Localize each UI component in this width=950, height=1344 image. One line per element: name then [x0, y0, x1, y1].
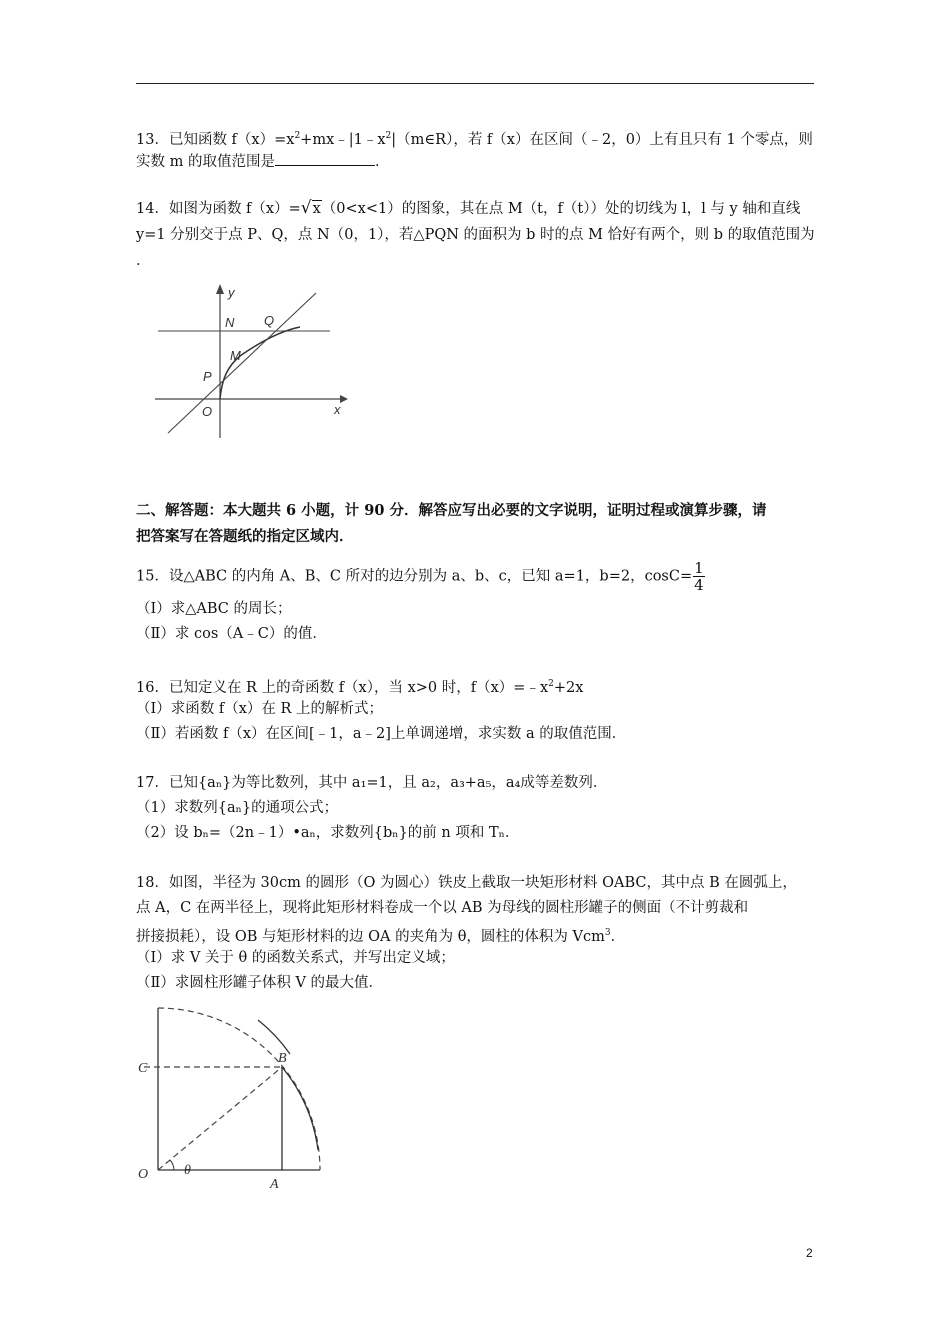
label-b: B [278, 1051, 287, 1066]
page-number: 2 [806, 1246, 813, 1260]
label-p: P [203, 369, 212, 384]
section-2-heading-line-1: 二、解答题：本大题共 6 小题，计 90 分．解答应写出必要的文字说明，证明过程或演算步骤，请 [136, 502, 767, 519]
fraction-one-quarter: $\frac{1}{4}$ [694, 559, 704, 594]
question-15-part-1: （Ⅰ）求△ABC 的周长； [136, 601, 292, 617]
question-17-part-2: （2）设 bₙ=（2n﹣1）•aₙ，求数列{bₙ}的前 n 项和 Tₙ． [136, 825, 520, 841]
question-18-line-3: 拼接损耗），设 OB 与矩形材料的边 OA 的夹角为 θ，圆柱的体积为 Vcm$^3$． [136, 928, 626, 945]
sqrt-curve [220, 327, 300, 399]
question-15-part-2: （Ⅱ）求 cos（A﹣C）的值． [136, 626, 327, 642]
question-13-line-1: 13．已知函数 $f(x)=x^2+mx﹣|1﹣x^2|(m\in R)$，若 f（x）在区间（﹣2，0）上有且只有 1 个零点，则 [136, 131, 813, 148]
question-17-stem: 17．已知{aₙ}为等比数列，其中 a₁=1，且 a₂，a₃+a₅，a₄成等差数列． [136, 775, 608, 791]
x-axis-arrow [340, 395, 348, 403]
rectangle-in-sector-figure [130, 1000, 340, 1192]
question-18-part-2: （Ⅱ）求圆柱形罐子体积 V 的最大值． [136, 975, 384, 991]
angle-theta-arc [170, 1160, 174, 1170]
question-16-part-2: （Ⅱ）若函数 f（x）在区间[﹣1，a﹣2]上单调递增，求实数 a 的取值范围． [136, 726, 627, 742]
label-a: A [270, 1177, 279, 1192]
question-18-part-1: （Ⅰ）求 V 关于 θ 的函数关系式，并写出定义域； [136, 950, 455, 966]
question-14-line-2: y=1 分别交于点 P、Q，点 N（0，1），若△PQN 的面积为 b 时的点 M 恰好有两个，则 b 的取值范围为 [136, 227, 815, 243]
label-theta: θ [184, 1163, 191, 1178]
segment-ob [158, 1067, 282, 1170]
sector-arc-solid [258, 1020, 290, 1054]
question-16-stem: 16．已知定义在 R 上的奇函数 f（x），当 x>0 时，$f(x)=﹣x^2+2x$ [136, 679, 584, 696]
arc-lower [282, 1067, 318, 1150]
label-m: M [230, 348, 241, 363]
header-rule [136, 83, 814, 84]
label-c: C [138, 1061, 148, 1076]
y-axis-arrow [216, 284, 224, 294]
label-n: N [225, 315, 235, 330]
sector-arc [158, 1008, 320, 1170]
label-o: O [138, 1167, 149, 1182]
question-18-line-1: 18．如图，半径为 30cm 的圆形（O 为圆心）铁皮上截取一块矩形材料 OABC，其中点 B 在圆弧上， [136, 875, 797, 891]
question-15-stem: 15．设△ABC 的内角 A、B、C 所对的边分别为 a、b、c，已知 a=1，b=2，cosC= $\frac{1}{4}$ [136, 559, 704, 594]
y-axis-label: y [228, 285, 235, 300]
function-graph-figure [150, 280, 350, 440]
section-2-heading-line-2: 把答案写在答题纸的指定区域内． [136, 528, 354, 545]
question-16-part-1: （Ⅰ）求函数 f（x）在 R 上的解析式； [136, 701, 384, 717]
answer-blank [275, 151, 375, 166]
question-14-line-3: ． [136, 253, 151, 269]
question-18-line-2: 点 A，C 在两半径上，现将此矩形材料卷成一个以 AB 为母线的圆柱形罐子的侧面（不计剪裁和 [136, 900, 749, 916]
x-axis-label: x [334, 402, 341, 417]
question-17-part-1: （1）求数列{aₙ}的通项公式； [136, 800, 339, 816]
question-13-line-2: 实数 m 的取值范围是 ． [136, 150, 816, 175]
label-o: O [202, 404, 213, 419]
question-14-line-1: 14．如图为函数 f（x）=√x（0<x<1）的图象，其在点 M（t，f（t））处的切线为 l，l 与 y 轴和直线 [136, 198, 801, 218]
label-q: Q [264, 313, 275, 328]
tangent-line [168, 293, 316, 433]
